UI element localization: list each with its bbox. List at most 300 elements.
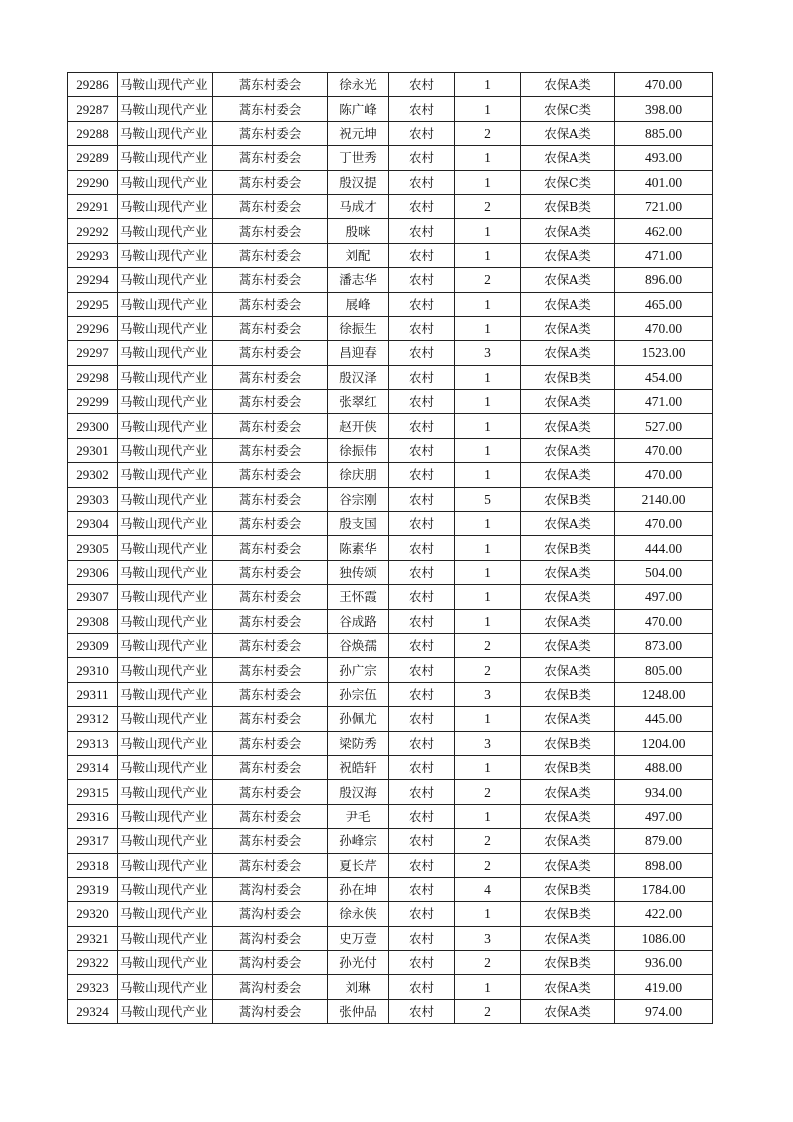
household-count-cell: 2 bbox=[455, 951, 521, 975]
amount-cell: 497.00 bbox=[615, 585, 713, 609]
area-type-cell: 农村 bbox=[389, 97, 455, 121]
amount-cell: 1086.00 bbox=[615, 926, 713, 950]
amount-cell: 445.00 bbox=[615, 707, 713, 731]
insurance-category-cell: 农保A类 bbox=[521, 146, 615, 170]
org-name-cell: 马鞍山现代产业 bbox=[118, 804, 213, 828]
household-count-cell: 3 bbox=[455, 682, 521, 706]
insurance-category-cell: 农保A类 bbox=[521, 219, 615, 243]
amount-cell: 504.00 bbox=[615, 560, 713, 584]
area-type-cell: 农村 bbox=[389, 560, 455, 584]
table-row bbox=[68, 170, 713, 194]
amount-cell: 398.00 bbox=[615, 97, 713, 121]
person-name-cell: 徐永光 bbox=[328, 73, 389, 97]
org-name-cell: 马鞍山现代产业 bbox=[118, 609, 213, 633]
insurance-category-cell: 农保B类 bbox=[521, 487, 615, 511]
person-name-cell: 殷汉海 bbox=[328, 780, 389, 804]
person-name-cell: 展峰 bbox=[328, 292, 389, 316]
table-row bbox=[68, 902, 713, 926]
household-count-cell: 2 bbox=[455, 829, 521, 853]
amount-cell: 470.00 bbox=[615, 73, 713, 97]
insurance-category-cell: 农保A类 bbox=[521, 585, 615, 609]
row-id-cell: 29292 bbox=[68, 219, 118, 243]
table-row bbox=[68, 877, 713, 901]
insurance-category-cell: 农保B类 bbox=[521, 731, 615, 755]
amount-cell: 470.00 bbox=[615, 609, 713, 633]
amount-cell: 488.00 bbox=[615, 755, 713, 779]
household-count-cell: 1 bbox=[455, 219, 521, 243]
person-name-cell: 尹毛 bbox=[328, 804, 389, 828]
insurance-category-cell: 农保A类 bbox=[521, 390, 615, 414]
insurance-category-cell: 农保B类 bbox=[521, 877, 615, 901]
amount-cell: 527.00 bbox=[615, 414, 713, 438]
village-committee-cell: 蒿东村委会 bbox=[213, 316, 328, 340]
area-type-cell: 农村 bbox=[389, 73, 455, 97]
person-name-cell: 梁防秀 bbox=[328, 731, 389, 755]
area-type-cell: 农村 bbox=[389, 365, 455, 389]
org-name-cell: 马鞍山现代产业 bbox=[118, 926, 213, 950]
table-row bbox=[68, 707, 713, 731]
org-name-cell: 马鞍山现代产业 bbox=[118, 536, 213, 560]
table-row bbox=[68, 731, 713, 755]
insurance-category-cell: 农保A类 bbox=[521, 609, 615, 633]
household-count-cell: 1 bbox=[455, 975, 521, 999]
row-id-cell: 29301 bbox=[68, 438, 118, 462]
amount-cell: 896.00 bbox=[615, 268, 713, 292]
household-count-cell: 1 bbox=[455, 536, 521, 560]
person-name-cell: 张翠红 bbox=[328, 390, 389, 414]
person-name-cell: 殷汉提 bbox=[328, 170, 389, 194]
insurance-category-cell: 农保A类 bbox=[521, 463, 615, 487]
village-committee-cell: 蒿沟村委会 bbox=[213, 877, 328, 901]
amount-cell: 1523.00 bbox=[615, 341, 713, 365]
table-row bbox=[68, 585, 713, 609]
insurance-category-cell: 农保A类 bbox=[521, 414, 615, 438]
household-count-cell: 2 bbox=[455, 633, 521, 657]
village-committee-cell: 蒿东村委会 bbox=[213, 609, 328, 633]
table-row bbox=[68, 97, 713, 121]
person-name-cell: 徐庆朋 bbox=[328, 463, 389, 487]
table-row bbox=[68, 560, 713, 584]
area-type-cell: 农村 bbox=[389, 146, 455, 170]
village-committee-cell: 蒿东村委会 bbox=[213, 731, 328, 755]
org-name-cell: 马鞍山现代产业 bbox=[118, 268, 213, 292]
household-count-cell: 1 bbox=[455, 463, 521, 487]
person-name-cell: 孙佩尤 bbox=[328, 707, 389, 731]
org-name-cell: 马鞍山现代产业 bbox=[118, 414, 213, 438]
org-name-cell: 马鞍山现代产业 bbox=[118, 73, 213, 97]
amount-cell: 898.00 bbox=[615, 853, 713, 877]
insurance-category-cell: 农保B类 bbox=[521, 755, 615, 779]
org-name-cell: 马鞍山现代产业 bbox=[118, 999, 213, 1023]
row-id-cell: 29322 bbox=[68, 951, 118, 975]
area-type-cell: 农村 bbox=[389, 780, 455, 804]
table-row bbox=[68, 633, 713, 657]
household-count-cell: 3 bbox=[455, 926, 521, 950]
table-row bbox=[68, 194, 713, 218]
household-count-cell: 1 bbox=[455, 512, 521, 536]
amount-cell: 422.00 bbox=[615, 902, 713, 926]
area-type-cell: 农村 bbox=[389, 390, 455, 414]
org-name-cell: 马鞍山现代产业 bbox=[118, 390, 213, 414]
area-type-cell: 农村 bbox=[389, 316, 455, 340]
person-name-cell: 谷宗刚 bbox=[328, 487, 389, 511]
household-count-cell: 1 bbox=[455, 365, 521, 389]
area-type-cell: 农村 bbox=[389, 853, 455, 877]
household-count-cell: 1 bbox=[455, 609, 521, 633]
table-row bbox=[68, 926, 713, 950]
table-row bbox=[68, 780, 713, 804]
area-type-cell: 农村 bbox=[389, 926, 455, 950]
person-name-cell: 谷成路 bbox=[328, 609, 389, 633]
row-id-cell: 29318 bbox=[68, 853, 118, 877]
amount-cell: 879.00 bbox=[615, 829, 713, 853]
household-count-cell: 2 bbox=[455, 780, 521, 804]
insurance-category-cell: 农保A类 bbox=[521, 658, 615, 682]
village-committee-cell: 蒿东村委会 bbox=[213, 463, 328, 487]
table-row bbox=[68, 755, 713, 779]
row-id-cell: 29294 bbox=[68, 268, 118, 292]
insurance-category-cell: 农保A类 bbox=[521, 316, 615, 340]
table-row bbox=[68, 487, 713, 511]
area-type-cell: 农村 bbox=[389, 609, 455, 633]
village-committee-cell: 蒿东村委会 bbox=[213, 390, 328, 414]
org-name-cell: 马鞍山现代产业 bbox=[118, 438, 213, 462]
person-name-cell: 赵开侠 bbox=[328, 414, 389, 438]
org-name-cell: 马鞍山现代产业 bbox=[118, 512, 213, 536]
area-type-cell: 农村 bbox=[389, 170, 455, 194]
person-name-cell: 陈广峰 bbox=[328, 97, 389, 121]
row-id-cell: 29315 bbox=[68, 780, 118, 804]
person-name-cell: 独传颂 bbox=[328, 560, 389, 584]
amount-cell: 444.00 bbox=[615, 536, 713, 560]
org-name-cell: 马鞍山现代产业 bbox=[118, 316, 213, 340]
amount-cell: 497.00 bbox=[615, 804, 713, 828]
insurance-category-cell: 农保A类 bbox=[521, 438, 615, 462]
row-id-cell: 29295 bbox=[68, 292, 118, 316]
table-row bbox=[68, 463, 713, 487]
village-committee-cell: 蒿东村委会 bbox=[213, 73, 328, 97]
row-id-cell: 29319 bbox=[68, 877, 118, 901]
person-name-cell: 谷焕孺 bbox=[328, 633, 389, 657]
insurance-category-cell: 农保A类 bbox=[521, 975, 615, 999]
row-id-cell: 29289 bbox=[68, 146, 118, 170]
person-name-cell: 史万壹 bbox=[328, 926, 389, 950]
village-committee-cell: 蒿东村委会 bbox=[213, 755, 328, 779]
village-committee-cell: 蒿东村委会 bbox=[213, 633, 328, 657]
insurance-category-cell: 农保A类 bbox=[521, 292, 615, 316]
org-name-cell: 马鞍山现代产业 bbox=[118, 121, 213, 145]
org-name-cell: 马鞍山现代产业 bbox=[118, 853, 213, 877]
household-count-cell: 2 bbox=[455, 999, 521, 1023]
row-id-cell: 29291 bbox=[68, 194, 118, 218]
amount-cell: 465.00 bbox=[615, 292, 713, 316]
area-type-cell: 农村 bbox=[389, 707, 455, 731]
area-type-cell: 农村 bbox=[389, 243, 455, 267]
row-id-cell: 29286 bbox=[68, 73, 118, 97]
amount-cell: 419.00 bbox=[615, 975, 713, 999]
household-count-cell: 1 bbox=[455, 438, 521, 462]
amount-cell: 470.00 bbox=[615, 463, 713, 487]
org-name-cell: 马鞍山现代产业 bbox=[118, 341, 213, 365]
household-count-cell: 3 bbox=[455, 731, 521, 755]
row-id-cell: 29307 bbox=[68, 585, 118, 609]
person-name-cell: 潘志华 bbox=[328, 268, 389, 292]
area-type-cell: 农村 bbox=[389, 682, 455, 706]
insurance-category-cell: 农保B类 bbox=[521, 194, 615, 218]
village-committee-cell: 蒿东村委会 bbox=[213, 682, 328, 706]
area-type-cell: 农村 bbox=[389, 633, 455, 657]
household-count-cell: 1 bbox=[455, 292, 521, 316]
row-id-cell: 29300 bbox=[68, 414, 118, 438]
village-committee-cell: 蒿东村委会 bbox=[213, 560, 328, 584]
table-row bbox=[68, 438, 713, 462]
row-id-cell: 29317 bbox=[68, 829, 118, 853]
insurance-category-cell: 农保C类 bbox=[521, 170, 615, 194]
village-committee-cell: 蒿东村委会 bbox=[213, 292, 328, 316]
person-name-cell: 孙峰宗 bbox=[328, 829, 389, 853]
person-name-cell: 殷咪 bbox=[328, 219, 389, 243]
table-body bbox=[68, 73, 713, 1024]
row-id-cell: 29309 bbox=[68, 633, 118, 657]
org-name-cell: 马鞍山现代产业 bbox=[118, 682, 213, 706]
person-name-cell: 丁世秀 bbox=[328, 146, 389, 170]
row-id-cell: 29299 bbox=[68, 390, 118, 414]
person-name-cell: 殷支国 bbox=[328, 512, 389, 536]
household-count-cell: 2 bbox=[455, 194, 521, 218]
table-row bbox=[68, 658, 713, 682]
household-count-cell: 1 bbox=[455, 707, 521, 731]
amount-cell: 974.00 bbox=[615, 999, 713, 1023]
household-count-cell: 1 bbox=[455, 560, 521, 584]
row-id-cell: 29324 bbox=[68, 999, 118, 1023]
insurance-category-cell: 农保A类 bbox=[521, 512, 615, 536]
org-name-cell: 马鞍山现代产业 bbox=[118, 975, 213, 999]
insurance-category-cell: 农保A类 bbox=[521, 268, 615, 292]
village-committee-cell: 蒿东村委会 bbox=[213, 146, 328, 170]
row-id-cell: 29321 bbox=[68, 926, 118, 950]
insurance-category-cell: 农保C类 bbox=[521, 97, 615, 121]
amount-cell: 2140.00 bbox=[615, 487, 713, 511]
row-id-cell: 29316 bbox=[68, 804, 118, 828]
amount-cell: 470.00 bbox=[615, 512, 713, 536]
amount-cell: 721.00 bbox=[615, 194, 713, 218]
area-type-cell: 农村 bbox=[389, 121, 455, 145]
table-row bbox=[68, 853, 713, 877]
org-name-cell: 马鞍山现代产业 bbox=[118, 707, 213, 731]
table-row bbox=[68, 536, 713, 560]
area-type-cell: 农村 bbox=[389, 658, 455, 682]
org-name-cell: 马鞍山现代产业 bbox=[118, 292, 213, 316]
person-name-cell: 殷汉泽 bbox=[328, 365, 389, 389]
insurance-category-cell: 农保A类 bbox=[521, 243, 615, 267]
area-type-cell: 农村 bbox=[389, 292, 455, 316]
table-row bbox=[68, 512, 713, 536]
village-committee-cell: 蒿东村委会 bbox=[213, 487, 328, 511]
row-id-cell: 29306 bbox=[68, 560, 118, 584]
household-count-cell: 1 bbox=[455, 73, 521, 97]
area-type-cell: 农村 bbox=[389, 731, 455, 755]
area-type-cell: 农村 bbox=[389, 536, 455, 560]
insurance-category-cell: 农保A类 bbox=[521, 707, 615, 731]
household-count-cell: 3 bbox=[455, 341, 521, 365]
insurance-category-cell: 农保B类 bbox=[521, 536, 615, 560]
amount-cell: 1204.00 bbox=[615, 731, 713, 755]
household-count-cell: 5 bbox=[455, 487, 521, 511]
insurance-category-cell: 农保A类 bbox=[521, 560, 615, 584]
village-committee-cell: 蒿东村委会 bbox=[213, 804, 328, 828]
person-name-cell: 孙广宗 bbox=[328, 658, 389, 682]
village-committee-cell: 蒿东村委会 bbox=[213, 219, 328, 243]
amount-cell: 401.00 bbox=[615, 170, 713, 194]
amount-cell: 934.00 bbox=[615, 780, 713, 804]
org-name-cell: 马鞍山现代产业 bbox=[118, 780, 213, 804]
row-id-cell: 29323 bbox=[68, 975, 118, 999]
household-count-cell: 1 bbox=[455, 170, 521, 194]
village-committee-cell: 蒿沟村委会 bbox=[213, 951, 328, 975]
household-count-cell: 1 bbox=[455, 755, 521, 779]
person-name-cell: 刘配 bbox=[328, 243, 389, 267]
table-row bbox=[68, 390, 713, 414]
row-id-cell: 29320 bbox=[68, 902, 118, 926]
village-committee-cell: 蒿东村委会 bbox=[213, 194, 328, 218]
insurance-category-cell: 农保A类 bbox=[521, 999, 615, 1023]
org-name-cell: 马鞍山现代产业 bbox=[118, 463, 213, 487]
row-id-cell: 29304 bbox=[68, 512, 118, 536]
village-committee-cell: 蒿沟村委会 bbox=[213, 926, 328, 950]
amount-cell: 471.00 bbox=[615, 390, 713, 414]
area-type-cell: 农村 bbox=[389, 585, 455, 609]
area-type-cell: 农村 bbox=[389, 902, 455, 926]
amount-cell: 936.00 bbox=[615, 951, 713, 975]
amount-cell: 454.00 bbox=[615, 365, 713, 389]
table-row bbox=[68, 268, 713, 292]
row-id-cell: 29298 bbox=[68, 365, 118, 389]
household-count-cell: 1 bbox=[455, 585, 521, 609]
table-row bbox=[68, 243, 713, 267]
row-id-cell: 29303 bbox=[68, 487, 118, 511]
amount-cell: 1248.00 bbox=[615, 682, 713, 706]
insurance-category-cell: 农保A类 bbox=[521, 780, 615, 804]
table-row bbox=[68, 146, 713, 170]
table-row bbox=[68, 999, 713, 1023]
org-name-cell: 马鞍山现代产业 bbox=[118, 487, 213, 511]
village-committee-cell: 蒿东村委会 bbox=[213, 268, 328, 292]
household-count-cell: 2 bbox=[455, 268, 521, 292]
org-name-cell: 马鞍山现代产业 bbox=[118, 97, 213, 121]
org-name-cell: 马鞍山现代产业 bbox=[118, 731, 213, 755]
table-row bbox=[68, 829, 713, 853]
village-committee-cell: 蒿东村委会 bbox=[213, 829, 328, 853]
village-committee-cell: 蒿东村委会 bbox=[213, 585, 328, 609]
amount-cell: 470.00 bbox=[615, 316, 713, 340]
org-name-cell: 马鞍山现代产业 bbox=[118, 877, 213, 901]
row-id-cell: 29296 bbox=[68, 316, 118, 340]
village-committee-cell: 蒿东村委会 bbox=[213, 780, 328, 804]
village-committee-cell: 蒿东村委会 bbox=[213, 365, 328, 389]
village-committee-cell: 蒿东村委会 bbox=[213, 414, 328, 438]
household-count-cell: 1 bbox=[455, 414, 521, 438]
area-type-cell: 农村 bbox=[389, 829, 455, 853]
row-id-cell: 29310 bbox=[68, 658, 118, 682]
row-id-cell: 29308 bbox=[68, 609, 118, 633]
table-row bbox=[68, 219, 713, 243]
amount-cell: 470.00 bbox=[615, 438, 713, 462]
person-name-cell: 刘琳 bbox=[328, 975, 389, 999]
row-id-cell: 29311 bbox=[68, 682, 118, 706]
table-row bbox=[68, 414, 713, 438]
insurance-category-cell: 农保B类 bbox=[521, 951, 615, 975]
person-name-cell: 陈素华 bbox=[328, 536, 389, 560]
area-type-cell: 农村 bbox=[389, 951, 455, 975]
row-id-cell: 29290 bbox=[68, 170, 118, 194]
row-id-cell: 29312 bbox=[68, 707, 118, 731]
org-name-cell: 马鞍山现代产业 bbox=[118, 170, 213, 194]
org-name-cell: 马鞍山现代产业 bbox=[118, 365, 213, 389]
household-count-cell: 1 bbox=[455, 97, 521, 121]
amount-cell: 493.00 bbox=[615, 146, 713, 170]
row-id-cell: 29313 bbox=[68, 731, 118, 755]
village-committee-cell: 蒿东村委会 bbox=[213, 707, 328, 731]
village-committee-cell: 蒿东村委会 bbox=[213, 121, 328, 145]
row-id-cell: 29305 bbox=[68, 536, 118, 560]
row-id-cell: 29288 bbox=[68, 121, 118, 145]
insurance-category-cell: 农保A类 bbox=[521, 926, 615, 950]
table-row bbox=[68, 951, 713, 975]
area-type-cell: 农村 bbox=[389, 268, 455, 292]
household-count-cell: 1 bbox=[455, 243, 521, 267]
area-type-cell: 农村 bbox=[389, 219, 455, 243]
org-name-cell: 马鞍山现代产业 bbox=[118, 219, 213, 243]
insurance-category-cell: 农保B类 bbox=[521, 365, 615, 389]
household-count-cell: 1 bbox=[455, 316, 521, 340]
person-name-cell: 孙宗伍 bbox=[328, 682, 389, 706]
org-name-cell: 马鞍山现代产业 bbox=[118, 951, 213, 975]
org-name-cell: 马鞍山现代产业 bbox=[118, 658, 213, 682]
person-name-cell: 王怀霞 bbox=[328, 585, 389, 609]
table-row bbox=[68, 292, 713, 316]
person-name-cell: 张仲品 bbox=[328, 999, 389, 1023]
amount-cell: 805.00 bbox=[615, 658, 713, 682]
area-type-cell: 农村 bbox=[389, 194, 455, 218]
person-name-cell: 昌迎春 bbox=[328, 341, 389, 365]
org-name-cell: 马鞍山现代产业 bbox=[118, 633, 213, 657]
table-row bbox=[68, 804, 713, 828]
household-count-cell: 4 bbox=[455, 877, 521, 901]
household-count-cell: 1 bbox=[455, 902, 521, 926]
insurance-category-cell: 农保A类 bbox=[521, 829, 615, 853]
insurance-category-cell: 农保B类 bbox=[521, 682, 615, 706]
org-name-cell: 马鞍山现代产业 bbox=[118, 755, 213, 779]
org-name-cell: 马鞍山现代产业 bbox=[118, 560, 213, 584]
table-row bbox=[68, 365, 713, 389]
village-committee-cell: 蒿沟村委会 bbox=[213, 975, 328, 999]
village-committee-cell: 蒿东村委会 bbox=[213, 243, 328, 267]
data-table bbox=[67, 72, 713, 1024]
row-id-cell: 29293 bbox=[68, 243, 118, 267]
area-type-cell: 农村 bbox=[389, 438, 455, 462]
org-name-cell: 马鞍山现代产业 bbox=[118, 902, 213, 926]
org-name-cell: 马鞍山现代产业 bbox=[118, 146, 213, 170]
area-type-cell: 农村 bbox=[389, 804, 455, 828]
person-name-cell: 祝皓轩 bbox=[328, 755, 389, 779]
household-count-cell: 1 bbox=[455, 390, 521, 414]
insurance-category-cell: 农保A类 bbox=[521, 853, 615, 877]
insurance-category-cell: 农保A类 bbox=[521, 804, 615, 828]
insurance-category-cell: 农保B类 bbox=[521, 902, 615, 926]
household-count-cell: 2 bbox=[455, 853, 521, 877]
person-name-cell: 祝元坤 bbox=[328, 121, 389, 145]
village-committee-cell: 蒿东村委会 bbox=[213, 341, 328, 365]
